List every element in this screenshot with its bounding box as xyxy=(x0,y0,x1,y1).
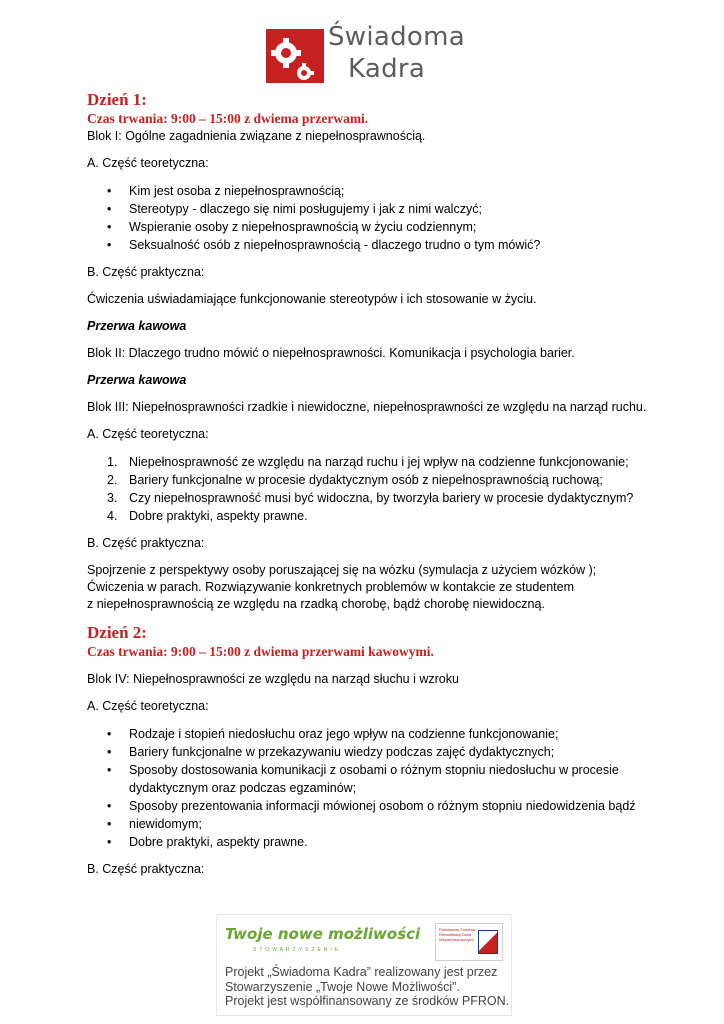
block3-theory-list xyxy=(87,453,647,525)
bullet-icon: • xyxy=(107,220,112,234)
twoje-nowe-mozliwosci-logo: Twoje nowe możliwości xyxy=(225,925,421,943)
day2-theory-list xyxy=(87,725,647,851)
list-item: • Sposoby dostosowania komunikacji z osobami o różnym stopniu niedosłuchu w procesie dydaktycznym oraz podczas egzaminów; xyxy=(107,763,619,795)
bullet-icon: • xyxy=(107,763,112,777)
block3-practice-line-1: Spojrzenie z perspektywy osoby poruszającej się na wózku (symulacja z użyciem wózków ); xyxy=(87,563,597,577)
logo-word-2: Kadra xyxy=(348,54,426,84)
gear-icon xyxy=(266,29,324,83)
bullet-icon: • xyxy=(107,238,112,252)
funding-line-3: Projekt jest współfinansowany ze środków PFRON. xyxy=(225,994,510,1008)
day2-part-b-label: B. Część praktyczna: xyxy=(87,862,205,876)
day1-practice-text: Ćwiczenia uświadamiające funkcjonowanie stereotypów i ich stosowanie w życiu. xyxy=(87,292,537,306)
bullet-icon: • xyxy=(107,745,112,759)
coffee-break-2: Przerwa kawowa xyxy=(87,373,187,387)
list-item: 2. Bariery funkcjonalne w procesie dydaktycznym osób z niepełnosprawnością ruchową; xyxy=(107,473,603,487)
bullet-icon: • xyxy=(107,727,112,741)
bullet-icon: • xyxy=(107,184,112,198)
list-item: • Dobre praktyki, aspekty prawne. xyxy=(107,835,308,849)
block2-title: Blok II: Dlaczego trudno mówić o niepełnosprawności. Komunikacja i psychologia barier. xyxy=(87,346,575,360)
bullet-icon: • xyxy=(107,817,112,831)
pfron-flag-icon xyxy=(478,930,498,954)
day1-part-a-label: A. Część teoretyczna: xyxy=(87,156,209,170)
day1-part-b-label: B. Część praktyczna: xyxy=(87,265,205,279)
list-item: • Bariery funkcjonalne w przekazywaniu wiedzy podczas zajęć dydaktycznych; xyxy=(107,745,555,759)
logo-word-1: Świadoma xyxy=(328,22,465,52)
program-content xyxy=(87,90,647,878)
block3-practice-line-2: Ćwiczenia w parach. Rozwiązywanie konkretnych problemów w kontakcie ze studentem xyxy=(87,580,575,594)
day2-part-a-label: A. Część teoretyczna: xyxy=(87,699,209,713)
coffee-break-1: Przerwa kawowa xyxy=(87,319,187,333)
block1-title: Blok I: Ogólne zagadnienia związane z niepełnosprawnością. xyxy=(87,129,426,143)
block3-practice-line-3: z niepełnosprawnością ze względu na rzadką chorobę, bądź chorobę niewidoczną. xyxy=(87,597,545,611)
block4-title: Blok IV: Niepełnosprawności ze względu na narząd słuchu i wzroku xyxy=(87,672,459,686)
bullet-icon: • xyxy=(107,835,112,849)
funding-line-2: Stowarzyszenie „Twoje Nowe Możliwości”. xyxy=(225,979,460,994)
list-item: 1. Niepełnosprawność ze względu na narząd ruchu i jej wpływ na codzienne funkcjonowanie; xyxy=(107,455,629,469)
day1-theory-list xyxy=(87,182,647,254)
block3-title: Blok III: Niepełnosprawności rzadkie i niewidoczne, niepełnosprawności ze względu na narząd ruchu. xyxy=(87,400,647,414)
list-item: • Seksualność osób z niepełnosprawnością - dlaczego trudno o tym mówić? xyxy=(107,238,541,252)
sponsor-footer xyxy=(216,914,512,1016)
list-item: • Kim jest osoba z niepełnosprawnością; xyxy=(107,184,345,198)
day1-duration: Czas trwania: 9:00 – 15:00 z dwiema przerwami. xyxy=(87,111,369,126)
block3-part-a-label: A. Część teoretyczna: xyxy=(87,427,209,441)
funding-note xyxy=(225,965,509,1009)
day2-title: Dzień 2: xyxy=(87,623,147,642)
list-item: • niewidomym; xyxy=(107,817,202,831)
pfron-logo xyxy=(435,923,503,961)
day1-title: Dzień 1: xyxy=(87,90,147,109)
funding-line-1: Projekt „Świadoma Kadra” realizowany jest przez xyxy=(225,965,498,979)
swiadoma-kadra-logo xyxy=(262,20,466,90)
list-item: • Stereotypy - dlaczego się nimi posługujemy i jak z nimi walczyć; xyxy=(107,202,482,216)
brand-subtitle: STOWARZYSZENIE xyxy=(253,947,342,953)
list-item: • Rodzaje i stopień niedosłuchu oraz jego wpływ na codzienne funkcjonowanie; xyxy=(107,727,559,741)
list-item: 4. Dobre praktyki, aspekty prawne. xyxy=(107,509,308,523)
bullet-icon: • xyxy=(107,799,112,813)
bullet-icon: • xyxy=(107,202,112,216)
list-item: • Sposoby prezentowania informacji mówionej osobom o różnym stopniu niedowidzenia bądź xyxy=(107,799,636,813)
list-item: • Wspieranie osoby z niepełnosprawnością w życiu codziennym; xyxy=(107,220,477,234)
list-item: 3. Czy niepełnosprawność musi być widoczna, by tworzyła bariery w procesie dydaktycznym? xyxy=(107,491,634,505)
pfron-text: Państwowy Fundusz Rehabilitacji Osób Niepełnosprawnych xyxy=(439,927,476,942)
day2-duration: Czas trwania: 9:00 – 15:00 z dwiema przerwami kawowymi. xyxy=(87,644,434,659)
logo-red-block xyxy=(266,29,324,83)
block3-part-b-label: B. Część praktyczna: xyxy=(87,536,205,550)
